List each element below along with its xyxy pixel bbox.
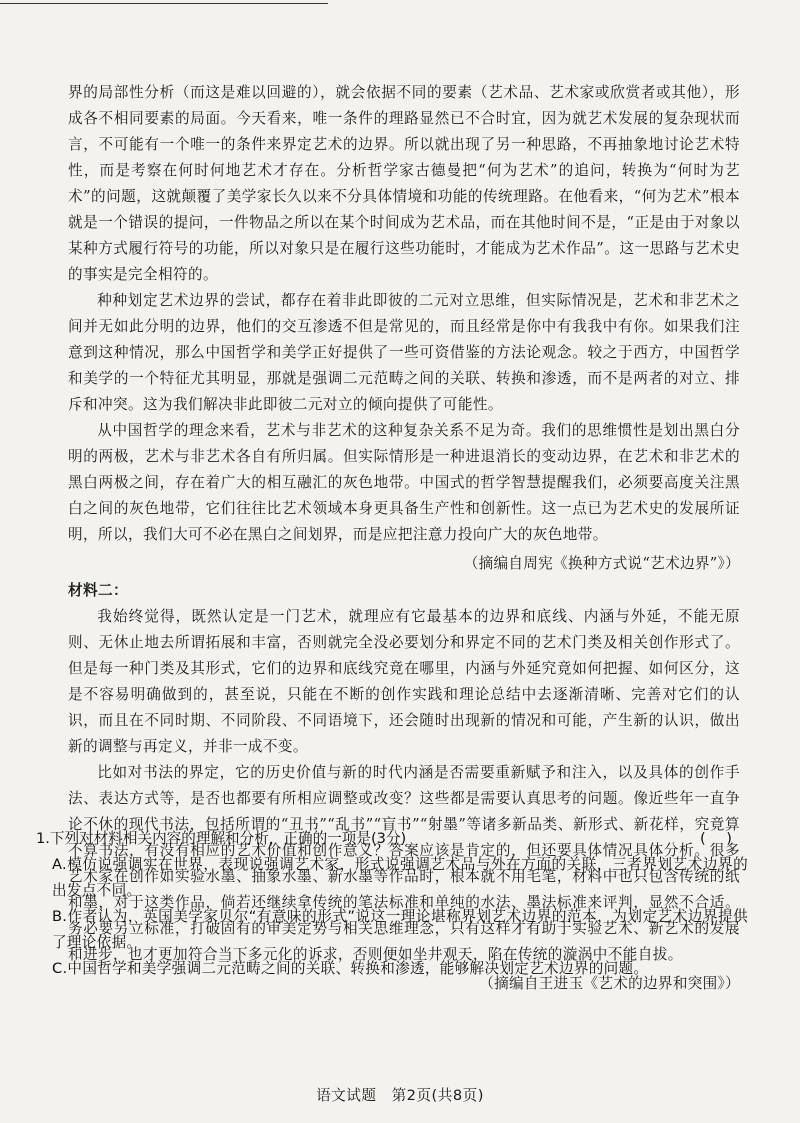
question-stem-row	[36, 826, 748, 852]
option-b: B.作者认为，英国美学家贝尔“有意味的形式”说这一理论堪称界划艺术边界的范本，为划定艺术边界提供了理论依据。	[52, 908, 748, 951]
material1-source: （摘编自周宪《换种方式说“艺术边界”》）	[463, 555, 740, 572]
material2-paragraph-1: 我始终觉得，既然认定是一门艺术，就理应有它最基本的边界和底线、内涵与外延，不能无原则、无休止地去所谓拓展和丰富，否则就完全没必要划分和界定不同的艺术门类及相关创作形式了。但是每一种门类及其形式，它们的边界和底线究竟在哪里，内涵与外延究竟如何把握、如何区分，这是不容易明确做到的，甚至说，只能在不断的创作实践和理论总结中去逐渐清晰、完善对它们的认识，而且在不同时期、不同阶段、不同语境下，还会随时出现新的情况和可能，产生新的认识，做出新的调整与再定义，并非一成不变。	[68, 608, 740, 755]
question-1	[36, 826, 748, 982]
page-footer: 语文试题 第2页(共8页)	[316, 1087, 484, 1104]
option-a: A.模仿说强调实在世界，表现说强调艺术家，形式说强调艺术品与外在方面的关联，三者界划艺术边界的出发点不同。	[52, 856, 748, 899]
material1-paragraph-3: 从中国哲学的理念来看，艺术与非艺术的这种复杂关系不足为奇。我们的思维惯性是划出黑白分明的两极，艺术与非艺术各自有所归属。但实际情形是一种进退消长的变动边界，在艺术和非艺术的黑白两极之间，存在着广大的相互融汇的灰色地带。中国式的哲学智慧提醒我们，必须要高度关注黑白之间的灰色地带，它们往往比艺术领域本身更具备生产性和创新性。这一点已为艺术史的发展所证明，所以，我们大可不必在黑白之间划界，而是应把注意力投向广大的灰色地带。	[68, 422, 740, 543]
material2-source: （摘编自王进玉《艺术的边界和突围》）	[479, 975, 740, 992]
material2-title: 材料二：	[68, 582, 128, 599]
option-c: C.中国哲学和美学强调二元范畴之间的关联、转换和渗透，能够解决划定艺术边界的问题。	[52, 960, 649, 977]
question-stem: 1.下列对材料相关内容的理解和分析，正确的一项是(3分)	[36, 830, 407, 847]
answer-blank[interactable]: ( )	[699, 830, 740, 847]
material1-paragraph-1: 界的局部性分析（而这是难以回避的），就会依据不同的要素（艺术品、艺术家或欣赏者或其他），形成各不相同要素的局面。今天看来，唯一条件的理路显然已不合时宜，因为就艺术发展的复杂现状而言，不可能有一个唯一的条件来界定艺术的边界。所以就出现了另一种思路，不再抽象地讨论艺术特性，而是考察在何时何地艺术才存在。分析哲学家古德曼把“何为艺术”的追问，转换为“何时为艺术”的问题，这就颠覆了美学家长久以来不分具体情境和功能的传统理路。在他看来，“何为艺术”根本就是一个错误的提问，一件物品之所以在某个时间成为艺术品，而在其他时间不是，“正是由于对象以某种方式履行符号的功能，所以对象只是在履行这些功能时，才能成为艺术作品”。这一思路与艺术史的事实是完全相符的。	[68, 84, 740, 283]
material1-paragraph-2: 种种划定艺术边界的尝试，都存在着非此即彼的二元对立思维，但实际情况是，艺术和非艺术之间并无如此分明的边界，他们的交互渗透不但是常见的，而且经常是你中有我我中有你。如果我们注意到这种情况，那么中国哲学和美学正好提供了一些可资借鉴的方法论观念。较之于西方，中国哲学和美学的一个特征尤其明显，那就是强调二元范畴之间的关联、转换和渗透，而不是两者的对立、排斥和冲突。这为我们解决非此即彼二元对立的倾向提供了可能性。	[68, 292, 740, 413]
top-rule	[0, 3, 328, 4]
material2-paragraph-2: 比如对书法的界定，它的历史价值与新的时代内涵是否需要重新赋予和注入，以及具体的创作手法、表达方式等，是否也都要有所相应调整或改变？这些都是需要认真思考的问题。像近些年一直争论不休的现代书法，包括所谓的“丑书”“乱书”“盲书”“射墨”等诸多新品类、新形式、新花样，究竟算不算书法，有没有相应的艺术价值和创作意义？答案应该是肯定的，但还要具体情况具体分析。很多艺术家在创作如实验水墨、抽象水墨、新水墨等作品时，根本就不用毛笔，材料中也只包含传统的纸和墨，对于这类作品，倘若还继续拿传统的笔法标准和单纯的水法、墨法标准来评判，显然不合适。务必要另立标准，打破固有的审美定势与相关思维理念，只有这样才有助于实验艺术、新艺术的发展和进步，也才更加符合当下多元化的诉求，否则便如坐井观天，陷在传统的漩涡中不能自拔。	[68, 764, 740, 963]
